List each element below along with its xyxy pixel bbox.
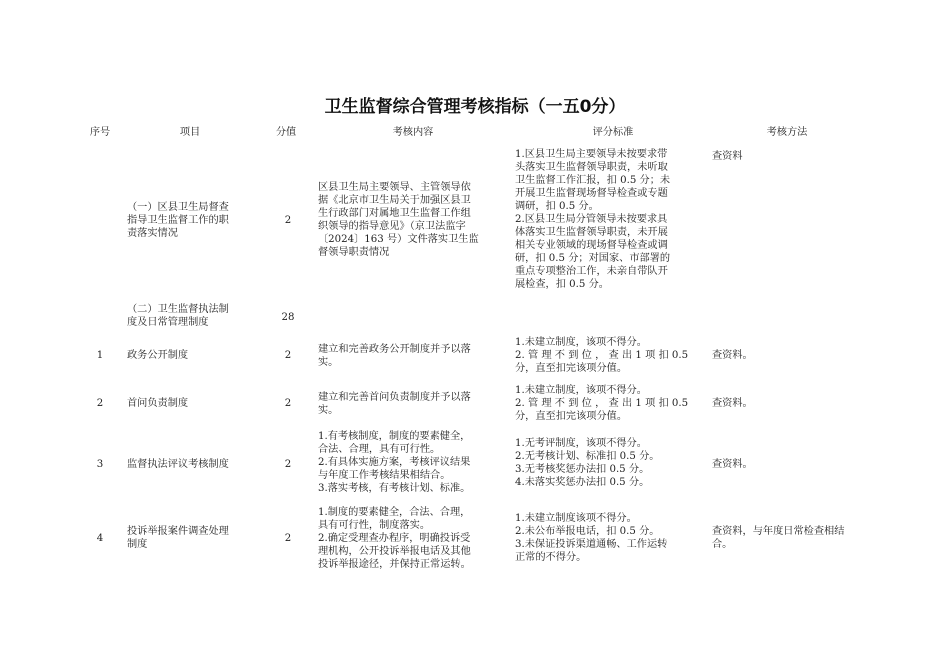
row-method: 查资料，与年度日常检查相结 合。 <box>712 526 845 550</box>
row-no: 4 <box>96 533 104 544</box>
section1-item: （一）区县卫生局督查 指导卫生监督工作的职 责落实情况 <box>127 202 229 239</box>
row-content: 建立和完善政务公开制度并予以落 实。 <box>318 344 471 368</box>
section2-score: 28 <box>281 312 295 323</box>
row-content: 1.有考核制度，制度的要素健全， 合法、合理，具有可行性。 2.有具体实施方案，考核评议结果 与年度工作考核结果相结合。 3.落实考核，有考核计划、标准。 <box>318 431 471 494</box>
row-criteria: 1.未建立制度，该项不得分。 2. 管 理 不 到 位 ， 查 出 1 项 扣 0.5 分，直至扣完该项分值。 <box>515 385 689 422</box>
document-title: 卫生监督综合管理考核指标（一五0分） <box>324 97 626 117</box>
header-criteria: 评分标准 <box>592 127 634 138</box>
row-content: 建立和完善首问负责制度并予以落 实。 <box>318 392 471 416</box>
row-method: 查资料。 <box>712 350 753 361</box>
section1-score: 2 <box>284 215 292 226</box>
row-method: 查资料。 <box>712 398 753 409</box>
row-no: 3 <box>96 459 104 470</box>
section1-content: 区县卫生局主要领导、主管领导依 据《北京市卫生局关于加强区县卫 生行政部门对属地卫生监督工作组 织领导的指导意见》（京卫法监字 〔2024〕163 号）文件落实卫生监 督领导职责情况 <box>318 182 479 258</box>
row-item: 投诉举报案件调查处理 制度 <box>127 526 229 550</box>
row-criteria: 1.未建立制度该项不得分。 2.未公布举报电话，扣 0.5 分。 3.未保证投诉渠道通畅、工作运转 正常的不得分。 <box>515 513 668 563</box>
section2-item: （二）卫生监督执法制 度及日常管理制度 <box>127 304 229 328</box>
header-no: 序号 <box>89 127 111 138</box>
row-score: 2 <box>284 459 292 470</box>
row-criteria: 1.无考评制度，该项不得分。 2.无考核计划、标准扣 0.5 分。 3.无考核奖惩办法扣 0.5 分。 4.未落实奖惩办法扣 0.5 分。 <box>515 438 660 488</box>
row-no: 1 <box>96 350 104 361</box>
row-score: 2 <box>284 533 292 544</box>
header-score: 分值 <box>275 127 297 138</box>
header-content: 考核内容 <box>392 127 434 138</box>
row-criteria: 1.未建立制度，该项不得分。 2. 管 理 不 到 位 ， 查 出 1 项 扣 0.5 分，直至扣完该项分值。 <box>515 337 689 374</box>
row-content: 1.制度的要素健全，合法、合理， 具有可行性，制度落实。 2.确定受理查办程序，明确投诉受 理机构，公开投诉举报电话及其他 投诉举报途径，并保持正常运转。 <box>318 507 471 570</box>
row-score: 2 <box>284 398 292 409</box>
row-method: 查资料。 <box>712 459 753 470</box>
header-method: 考核方法 <box>766 127 808 138</box>
row-item: 监督执法评议考核制度 <box>127 459 229 470</box>
section1-method: 查资料 <box>712 151 743 162</box>
row-no: 2 <box>96 398 104 409</box>
row-item: 政务公开制度 <box>127 350 189 361</box>
section1-criteria: 1.区县卫生局主要领导未按要求带 头落实卫生监督领导职责，未听取 卫生监督工作汇报，扣 0.5 分；未 开展卫生监督现场督导检查或专题 调研，扣 0.5 分。 2.区县卫生局分管领导未按要求具 体落实卫生监督领导职责，未开展 相关专业领域的现场督导检查或调 研，扣 0.5 分；对国家、市部署的 重点专项整治工作，未亲自带队开 展检查，扣 0.5 分。 <box>515 149 671 290</box>
row-score: 2 <box>284 350 292 361</box>
row-item: 首问负责制度 <box>127 398 189 409</box>
header-item: 项目 <box>179 127 201 138</box>
